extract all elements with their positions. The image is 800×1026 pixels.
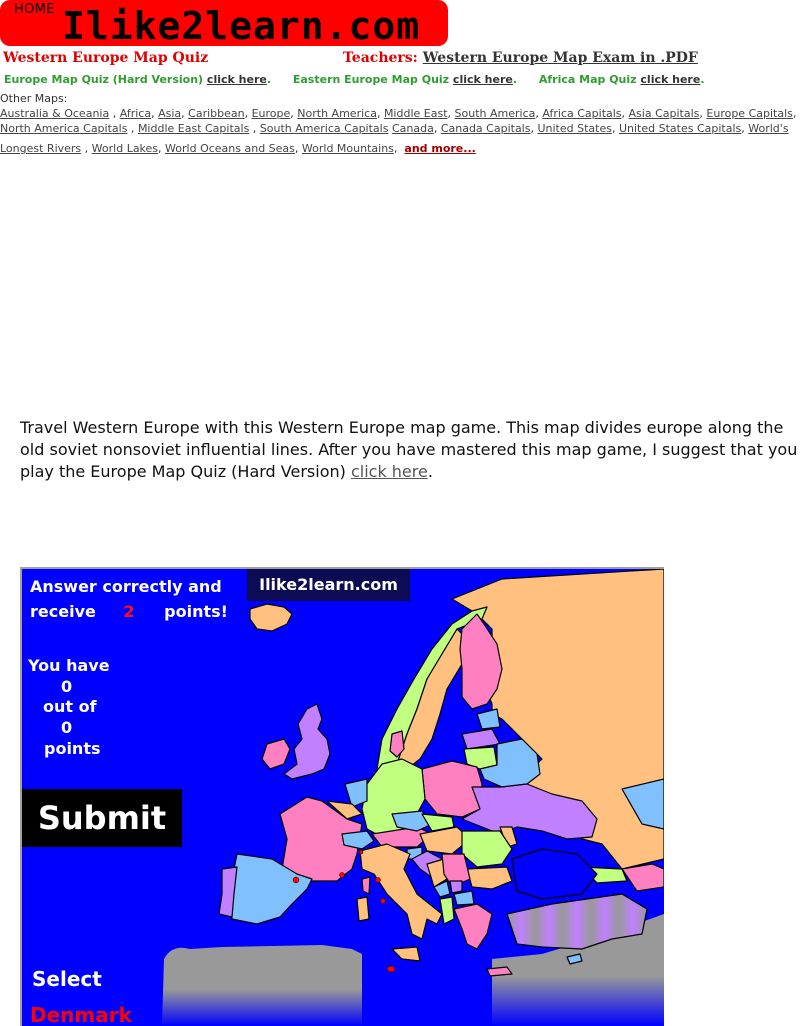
- target-country: Denmark: [30, 1003, 132, 1026]
- map-link[interactable]: Caribbean: [188, 107, 245, 120]
- other-maps: [0, 91, 800, 156]
- quiz-label: Eastern Europe Map Quiz: [292, 73, 450, 86]
- eastern-europe-click-here-link[interactable]: click here: [452, 73, 513, 86]
- receive-label: receive: [30, 602, 96, 621]
- map-link[interactable]: Asia Capitals: [628, 107, 700, 120]
- total-value: 0: [61, 718, 73, 737]
- answer-line-1: Answer correctly and: [30, 577, 222, 596]
- hard-version-quiz: [4, 73, 271, 86]
- map-link[interactable]: Asia: [158, 107, 182, 120]
- city-dot: [359, 850, 363, 854]
- description: [20, 417, 800, 483]
- united-kingdom: [284, 704, 330, 779]
- greece: [454, 904, 492, 949]
- map-link[interactable]: Canada: [391, 122, 434, 135]
- map-link[interactable]: South America: [454, 107, 536, 120]
- map-quiz-game[interactable]: [20, 567, 664, 1026]
- quiz-label: Africa Map Quiz: [538, 73, 637, 86]
- map-link[interactable]: Australia & Oceania: [0, 107, 110, 120]
- points-label: points!: [164, 602, 228, 621]
- city-dot: [376, 878, 381, 883]
- punct: .: [266, 73, 272, 86]
- azerbaijan: [622, 864, 664, 891]
- city-dot: [293, 877, 299, 883]
- teachers-pdf-link[interactable]: Western Europe Map Exam in .PDF: [422, 50, 698, 66]
- map-link[interactable]: South America Capitals: [259, 122, 389, 135]
- you-have-label: You have: [28, 656, 110, 675]
- other-maps-line-1: Australia & Oceania , Africa, Asia, Caribbean, Europe, North America, Middle East, South America, Africa Capitals, Asia Capitals, Europe Capitals,: [0, 107, 797, 120]
- punct: .: [700, 73, 705, 86]
- map-link[interactable]: Longest Rivers: [0, 142, 82, 155]
- map-link[interactable]: North America Capitals: [0, 122, 128, 135]
- related-quiz-links: [4, 73, 800, 86]
- ireland: [262, 739, 290, 769]
- black-sea: [512, 849, 597, 899]
- map-link[interactable]: World Oceans and Seas: [165, 142, 295, 155]
- other-maps-line-3: Longest Rivers , World Lakes, World Oceans and Seas, World Mountains, and more...: [0, 142, 476, 155]
- description-click-here-link[interactable]: click here: [350, 462, 428, 481]
- sicily: [392, 947, 420, 961]
- title-row: [0, 50, 800, 68]
- eastern-europe-quiz: [293, 73, 517, 86]
- map-link[interactable]: Europe: [251, 107, 291, 120]
- site-logo[interactable]: Ilike2learn.com: [62, 4, 421, 48]
- map-link[interactable]: Africa Capitals: [542, 107, 622, 120]
- city-dot: [381, 899, 386, 904]
- iceland: [250, 604, 292, 631]
- and-more-link[interactable]: and more...: [404, 142, 476, 155]
- punct: .: [427, 462, 433, 481]
- map-link[interactable]: Africa: [119, 107, 152, 120]
- macedonia: [454, 891, 474, 905]
- points-total-label: points: [44, 739, 101, 758]
- site-banner: [0, 0, 448, 46]
- points-per-answer: 2: [123, 602, 135, 621]
- answer-line-2: [30, 602, 228, 621]
- out-of-label: out of: [43, 697, 97, 716]
- map-link[interactable]: North America: [297, 107, 377, 120]
- teachers-label: Teachers:: [343, 50, 418, 66]
- map-link[interactable]: United States Capitals: [618, 122, 742, 135]
- latvia: [462, 729, 500, 749]
- corsica: [362, 877, 370, 894]
- map-link[interactable]: Europe Capitals: [706, 107, 793, 120]
- teachers-section: [343, 50, 698, 66]
- map-link[interactable]: World Mountains: [301, 142, 394, 155]
- crete: [487, 967, 512, 976]
- netherlands: [345, 779, 367, 807]
- map-link[interactable]: Middle East Capitals: [137, 122, 250, 135]
- submit-button[interactable]: Submit: [22, 789, 182, 847]
- map-link[interactable]: World's: [748, 122, 789, 135]
- map-link[interactable]: United States: [537, 122, 612, 135]
- hard-version-click-here-link[interactable]: click here: [206, 73, 267, 86]
- score-value: 0: [61, 677, 73, 696]
- page-title: Western Europe Map Quiz: [3, 50, 209, 66]
- city-dot: [387, 966, 395, 972]
- other-maps-line-2: North America Capitals , Middle East Capitals , South America Capitals Canada, Canada Capitals, United States, United States Capitals, World's: [0, 122, 789, 135]
- albania: [440, 897, 454, 924]
- estonia: [477, 709, 500, 729]
- home-link[interactable]: HOME: [14, 2, 55, 17]
- select-label: Select: [32, 967, 102, 991]
- sardinia: [357, 897, 369, 921]
- punct: .: [512, 73, 518, 86]
- watermark-logo: Ilike2learn.com: [247, 569, 410, 601]
- city-dot: [340, 873, 345, 878]
- map-link[interactable]: Canada Capitals: [440, 122, 531, 135]
- africa-click-here-link[interactable]: click here: [640, 73, 701, 86]
- quiz-label: Europe Map Quiz (Hard Version): [4, 73, 204, 86]
- kosovo: [450, 881, 462, 893]
- africa-quiz: [539, 73, 705, 86]
- other-maps-label: Other Maps:: [0, 92, 68, 105]
- description-text: Travel Western Europe with this Western Europe map game. This map divides europe along the old soviet nonsoviet influential lines. After you have mastered this map game, I suggest that you play the Europe Map Quiz (Hard Version): [20, 418, 798, 481]
- bulgaria: [467, 867, 512, 889]
- map-link[interactable]: World Lakes: [91, 142, 159, 155]
- map-link[interactable]: Middle East: [383, 107, 448, 120]
